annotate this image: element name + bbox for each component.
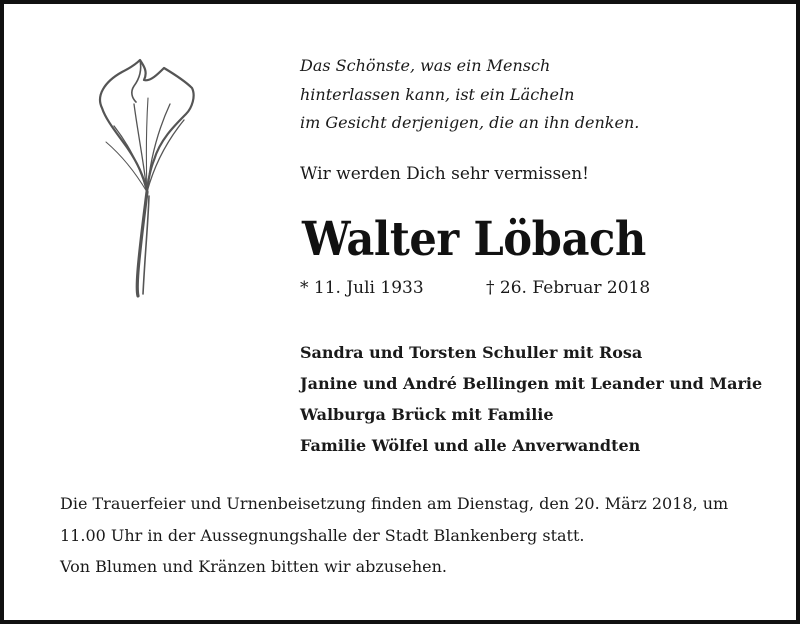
- mourner-line: Sandra und Torsten Schuller mit Rosa: [300, 343, 643, 362]
- deceased-name: Walter Löbach: [302, 212, 646, 267]
- quote-line: Das Schönste, was ein Mensch: [300, 56, 551, 75]
- mourner-line: Janine und André Bellingen mit Leander und Marie: [300, 374, 763, 393]
- funeral-line: Die Trauerfeier und Urnenbeisetzung finden am Dienstag, den 20. März 2018, um: [60, 494, 729, 513]
- funeral-details: [60, 488, 728, 552]
- ginkgo-leaf-icon: [74, 56, 204, 301]
- flowers-note: Von Blumen und Kränzen bitten wir abzusehen.: [60, 557, 447, 576]
- quote-line: hinterlassen kann, ist ein Lächeln: [300, 84, 575, 104]
- funeral-line: 11.00 Uhr in der Aussegnungshalle der Stadt Blankenberg statt.: [60, 526, 585, 545]
- quote-line: im Gesicht derjenigen, die an ihn denken.: [300, 113, 640, 132]
- birth-date: * 11. Juli 1933: [300, 278, 424, 298]
- memorial-quote: [300, 52, 639, 138]
- mourner-line: Walburga Brück mit Familie: [300, 405, 554, 424]
- mourners-list: [300, 337, 762, 461]
- death-date: † 26. Februar 2018: [486, 278, 651, 298]
- mourner-line: Familie Wölfel und alle Anverwandten: [300, 436, 641, 455]
- miss-text: Wir werden Dich sehr vermissen!: [300, 164, 590, 184]
